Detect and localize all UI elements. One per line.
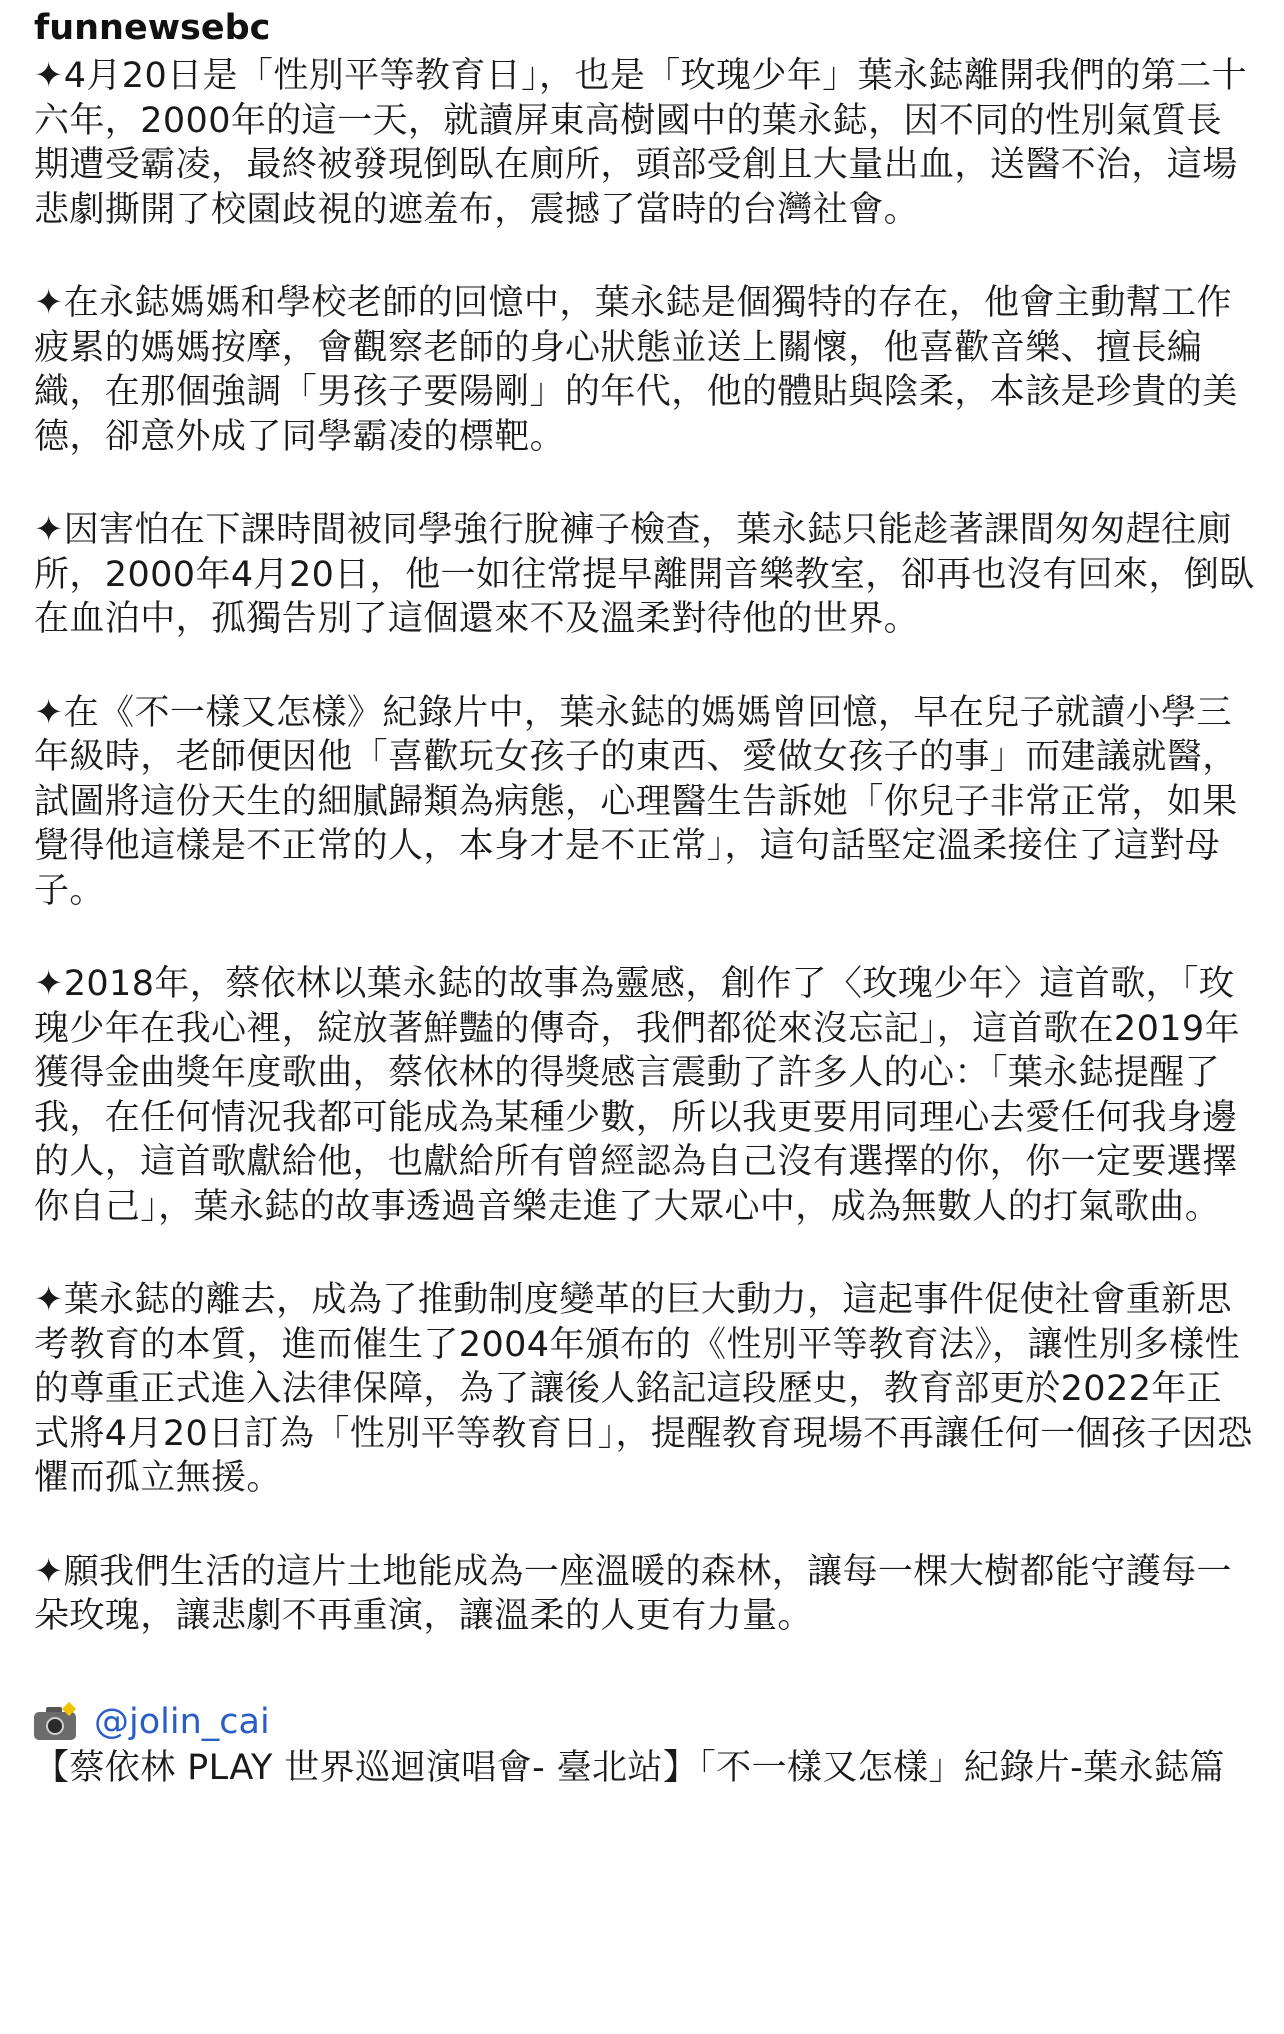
video-title: 【蔡依林 PLAY 世界巡迴演唱會- 臺北站】「不一樣又怎樣」紀錄片-葉永鋕篇 (34, 1747, 1225, 1788)
caption-paragraph: ✦願我們生活的這片土地能成為一座溫暖的森林，讓每一棵大樹都能守護每一朵玫瑰，讓悲劇不再重演，讓溫柔的人更有力量。 (34, 1551, 1232, 1636)
caption-paragraph: ✦4月20日是「性別平等教育日」，也是「玫瑰少年」葉永鋕離開我們的第二十六年，2000年的這一天，就讀屏東高樹國中的葉永鋕，因不同的性別氣質長期遭受霸凌，最終被發現倒臥在廁所，頭部受創且大量出血，送醫不治，這場悲劇撕開了校園歧視的遮羞布，震撼了當時的台灣社會。 (34, 56, 1248, 230)
post-username[interactable]: funnewsebc (34, 8, 271, 48)
caption-paragraph: ✦在《不一樣又怎樣》紀錄片中，葉永鋕的媽媽曾回憶，早在兒子就讀小學三年級時，老師便因他「喜歡玩女孩子的東西、愛做女孩子的事」而建議就醫，試圖將這份天生的細膩歸類為病態，心理醫生告訴她「你兒子非常正常，如果覺得他這樣是不正常的人，本身才是不正常」，這句話堅定溫柔接住了這對母子。 (34, 692, 1238, 911)
caption-paragraph: ✦在永鋕媽媽和學校老師的回憶中，葉永鋕是個獨特的存在，他會主動幫工作疲累的媽媽按摩，會觀察老師的身心狀態並送上關懷，他喜歡音樂、擅長編織，在那個強調「男孩子要陽剛」的年代，他的體貼與陰柔，本該是珍貴的美德，卻意外成了同學霸凌的標靶。 (34, 283, 1238, 457)
credit-mention-row (34, 1697, 1256, 1747)
user-mention-link[interactable]: @jolin_cai (94, 1701, 270, 1742)
caption-paragraph: ✦2018年，蔡依林以葉永鋕的故事為靈感，創作了〈玫瑰少年〉這首歌，「玫瑰少年在我心裡，綻放著鮮豔的傳奇，我們都從來沒忘記」，這首歌在2019年獲得金曲獎年度歌曲，蔡依林的得獎感言震動了許多人的心：「葉永鋕提醒了我，在任何情況我都可能成為某種少數，所以我更要用同理心去愛任何我身邊的人，這首歌獻給他，也獻給所有曾經認為自己沒有選擇的你，你一定要選擇你自己」，葉永鋕的故事透過音樂走進了大眾心中，成為無數人的打氣歌曲。 (34, 964, 1240, 1227)
post-caption (34, 54, 1256, 1639)
photo-credit (34, 1697, 1256, 1789)
caption-paragraph: ✦葉永鋕的離去，成為了推動制度變革的巨大動力，這起事件促使社會重新思考教育的本質，進而催生了2004年頒布的《性別平等教育法》，讓性別多樣性的尊重正式進入法律保障，為了讓後人銘記這段歷史，教育部更於2022年正式將4月20日訂為「性別平等教育日」，提醒教育現場不再讓任何一個孩子因恐懼而孤立無援。 (34, 1280, 1253, 1498)
caption-paragraph: ✦因害怕在下課時間被同學強行脫褲子檢查，葉永鋕只能趁著課間匆匆趕往廁所，2000年4月20日，他一如往常提早離開音樂教室，卻再也沒有回來，倒臥在血泊中，孤獨告別了這個還來不及溫柔對待他的世界。 (34, 510, 1255, 639)
camera-flash-icon (34, 1704, 76, 1740)
